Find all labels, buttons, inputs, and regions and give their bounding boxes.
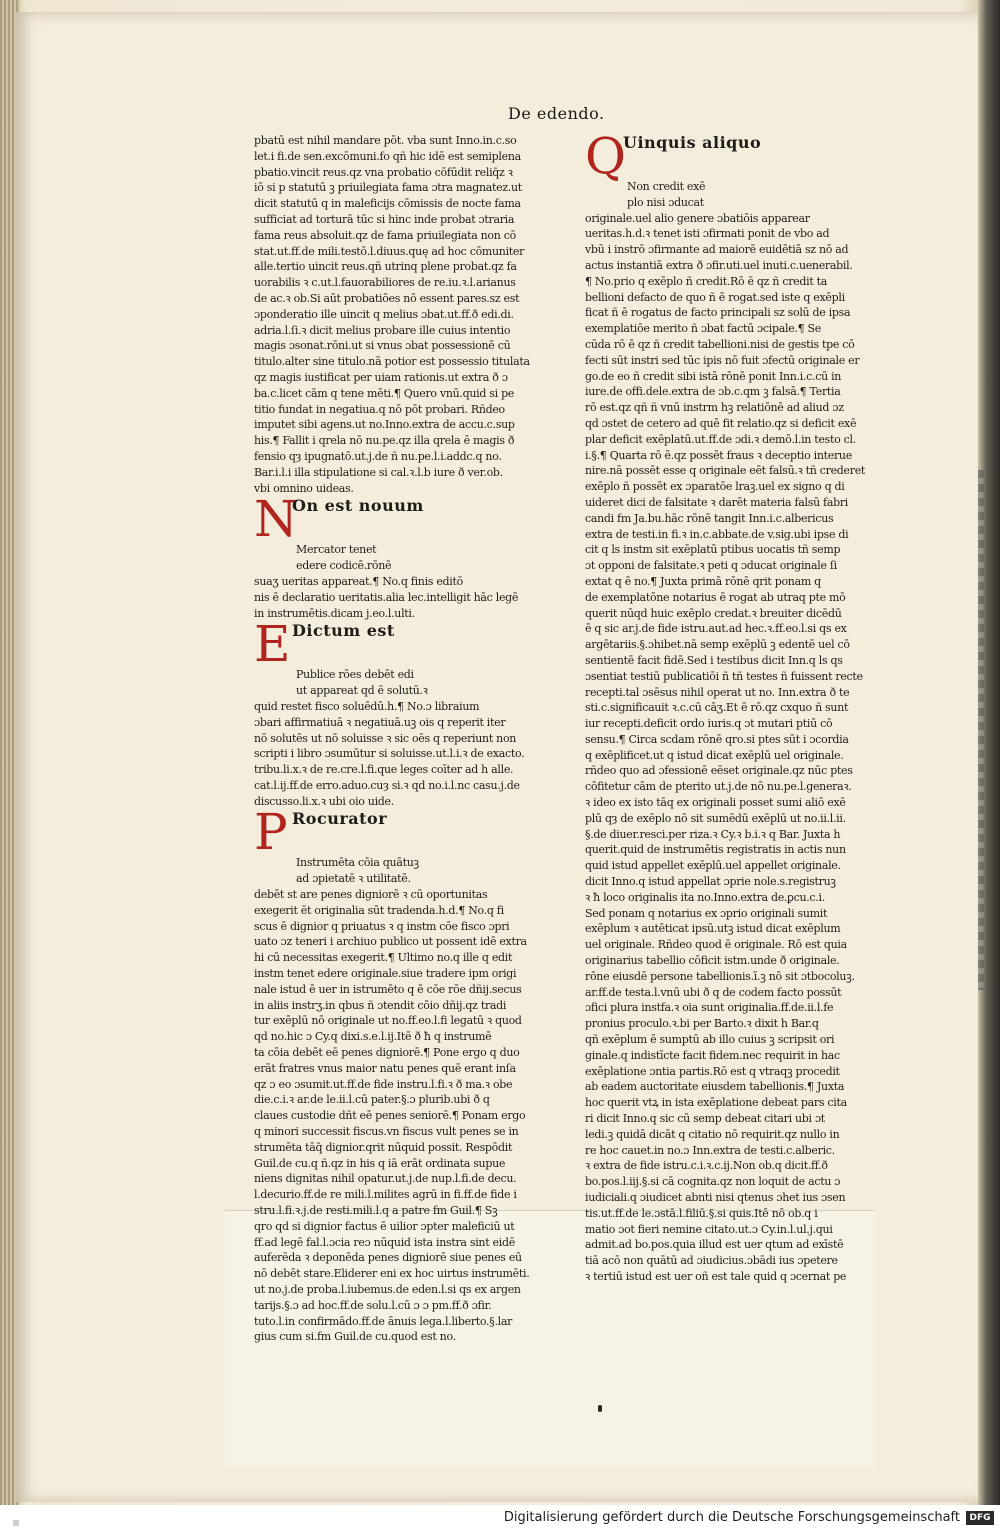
paragraph [254, 803, 554, 1345]
text-line: cat.l.ij.ff.de erro.aduo.cuȝ si.ꝛ qd no.i.l.nc casu.j.de [254, 778, 520, 792]
text-line: dicit statutū q in maleficijs cōmissis de nocte fama [254, 197, 521, 211]
rubricated-initial: N [254, 490, 298, 549]
text-line: ueritas.h.d.ꝛ tenet isti ɔfirmati ponit de vbo ad [585, 227, 830, 241]
text-line: alle.tertio uincit reus.qñ utrinq plene probat.qz fa [254, 260, 517, 274]
text-line: Publice rōes debēt edi [296, 668, 414, 682]
text-line: nis ē declaratio ueritatis.alia lec.intelligit hāc legē [254, 590, 519, 604]
text-line: querit nūqd huic exēplo credat.ꝛ breuiter dicēdū [585, 606, 842, 620]
text-line: bo.pos.l.iij.§.si cā cognita.qz non loquit de actu ɔ [585, 1175, 841, 1189]
text-line: qro qd si dignior factus ē uilior ɔpter maleficiū ut [254, 1219, 515, 1233]
ink-spot [598, 1405, 602, 1412]
text-line: hi cū necessitas exegerit.¶ Ultimo no.q ille q edit [254, 951, 513, 965]
text-line: iure.de offi.dele.extra de ɔb.c.qm ꝫ falsā.¶ Tertia [585, 385, 841, 399]
text-line: ꝛ extra de fide istru.c.i.ꝛ.c.ij.Non ob.q dicit.ff.ð [585, 1159, 828, 1173]
text-line: rō est.qz qñ ñ vnū instrm hꝫ relatiōnē ad aliud ɔz [585, 401, 844, 415]
text-line: titulo.alter sine titulo.nā potior est possessio titulata [254, 355, 530, 369]
text-line: stat.ut.ff.de mili.testō.l.diuus.quę ad hoc cōmuniter [254, 244, 525, 258]
text-line: ꝛ ħ loco originalis ita no.Inno.extra de.ꝑcu.c.i. [585, 890, 825, 904]
text-line: exēplatione ɔntia partis.Rō est q vtraqꝫ procedit [585, 1064, 840, 1078]
text-line: stru.l.fi.ꝛ.j.de resti.mili.l.q a patre fm Guil.¶ Sꝫ [254, 1204, 498, 1218]
text-line: magis ɔsonat.rōni.ut si vnus ɔbat possessionē cū [254, 339, 511, 353]
text-line: qz ɔ eo ɔsumit.ut.ff.de fide instru.l.fi.ꝛ ð ma.ꝛ obe [254, 1077, 513, 1091]
text-line: sti.c.significauit ꝛ.c.cū cāʒ.Et ē rō.qz cxquo ñ sunt [585, 701, 849, 715]
text-line: nale istud ē uer in istrumēto q ē cōe rōe dñij.secus [254, 982, 522, 996]
text-line: scus ē dignior q priuatus ꝛ q instm cōe fisco ɔpri [254, 919, 510, 933]
paragraph-heading: Uinquis aliquo [623, 133, 762, 152]
running-head-text: De edendo. [508, 104, 605, 123]
text-line: dicit Inno.q istud appellat ɔprie nole.s.registruꝫ [585, 875, 836, 889]
text-line: Instrumēta cōia quātuꝫ [296, 856, 419, 870]
text-line: niens dignitas nihil opatur.ut.j.de nup.l.fi.de decu. [254, 1172, 517, 1186]
text-line: ba.c.licet cām q tene mēti.¶ Quero vnū.quid si pe [254, 386, 515, 400]
text-line: bellioni defacto de quo ñ ē rogat.sed iste q exēpli [585, 290, 845, 304]
text-line: qz magis iustificat per uiam rationis.ut extra ð ɔ [254, 370, 508, 384]
text-line: plar deficit exēplatū.ut.ff.de ɔdi.ꝛ demō.l.in testo cl. [585, 432, 856, 446]
text-line: re hoc cauet.in no.ɔ Inn.extra de testi.c.alberic. [585, 1143, 835, 1157]
text-line: debēt st are penes digniorē ꝛ cū oportunitas [254, 888, 488, 902]
text-line: tur exēplū nō originale ut no.ff.eo.l.fi legatū ꝛ quod [254, 1014, 522, 1028]
text-line: exegerit ēt originalia sūt tradenda.h.d.¶ No.q fi [254, 903, 504, 917]
text-line: quid restet fisco soluēdū.h.¶ No.ɔ libraium [254, 699, 480, 713]
text-line: die.c.i.ꝛ ar.de le.ii.l.cū pater.§.ɔ plurib.ubi ð q [254, 1093, 490, 1107]
text-line: cit q ls instm sit exēplatū ptibus uocatis tñ semp [585, 543, 841, 557]
text-line: ut appareat qd ē solutū.ꝛ [296, 684, 428, 698]
text-line: pbatio.vincit reus.qz vna probatio cōfūdit reliq̄z ꝛ [254, 165, 513, 179]
text-line: ta cōia debēt eē penes digniorē.¶ Pone ergo q duo [254, 1046, 520, 1060]
text-line: erāt fratres vnus maior natu penes quē erant inſa [254, 1061, 516, 1075]
text-line: tis.ut.ff.de le.ɔstā.l.filiū.§.si quis.Itē nō ob.q i [585, 1206, 818, 1220]
text-line: iudiciali.q ɔiudicet abnti nisi qtenus ɔhet ius ɔsen [585, 1191, 846, 1204]
text-line: matio ɔot fieri nemine citato.ut.ɔ Cy.in.l.ul.j.qui [585, 1222, 833, 1236]
text-line: plo nisi ɔducat [627, 195, 704, 209]
text-line: hoc querit vtꝝ in ista exēplatione debeat pars cita [585, 1096, 847, 1110]
text-line: suaʒ ueritas appareat.¶ No.q finis editō [254, 574, 463, 588]
text-line: actus instantiā extra ð ɔfir.uti.uel inuti.c.uenerabil. [585, 258, 853, 272]
text-line: ꝛ tertiū istud est uer oñ est tale quid q ɔcernat pe [585, 1269, 847, 1283]
text-line: pbatū est nihil mandare pōt. vba sunt Inno.in.c.so [254, 134, 517, 147]
paragraph [254, 490, 554, 621]
text-line: scripti i libro ɔsumūtur si soluisse.ut.l.i.ꝛ de exacto. [254, 747, 525, 761]
text-line: ficat ñ ē rogatus de facto principali sz solū de ipsa [585, 306, 851, 320]
text-line: sentientē facit fidē.Sed i testibus dicit Inn.q ls qs [585, 653, 843, 667]
right-column [585, 127, 885, 1285]
text-line: sufficiat ad torturā tūc si hinc inde probat ɔtraria [254, 212, 515, 226]
text-line: go.de eo ñ credit sibi istā rōnē ponit Inn.i.c.cū in [585, 369, 842, 383]
text-line: pronius proculo.ꝛ.bi per Barto.ꝛ dixit h Bar.q [585, 1017, 819, 1031]
text-line: iō si p statutū ꝫ priuilegiata fama ɔtra magnatez.ut [254, 181, 522, 195]
text-line: sensu.¶ Circa scdam rōnē qro.si ptes sūt i ɔcordia [585, 732, 849, 746]
text-line: admit.ad bo.pos.quia illud est uer qtum ad exīstē [585, 1238, 844, 1252]
text-line: ginale.q indistīcte facit fidem.nec requirit in hac [585, 1048, 840, 1062]
text-line: ɔt opponi de falsitate.ꝛ peti q ɔducat originale ſi [585, 559, 837, 573]
text-line: strumēta tāq̄ dignior.qrit nūquid possit. Respōdit [254, 1140, 513, 1154]
text-line: nō solutēs ut nō soluisse ꝛ sic oēs q reperiunt non [254, 731, 517, 745]
text-line: ē q sic ar.j.de fide istru.aut.ad hec.ꝛ.ff.eo.l.si qs ex [585, 622, 847, 636]
text-line: ar.ff.de testa.l.vnū ubi ð q de codem facto possūt [585, 985, 842, 999]
text-line: his.¶ Fallit i qrela nō nu.pe.qz illa qrela ē magis ð [254, 434, 515, 448]
text-line: i.§.¶ Quarta rō ē.qz possēt fraus ꝛ deceptio interue [585, 448, 852, 462]
text-line: recepti.tal ɔsēsus nihil operat ut no. Inn.extra ð te [585, 685, 850, 699]
text-line: ¶ No.prio q exēplo ñ credit.Rō ē qz ñ credit ta [585, 274, 828, 288]
text-line: quid istud appellet exēplū.uel appellet originale. [585, 859, 841, 873]
text-line: qd ɔstet de cetero ad quē fit relatio.qz si deficit exē [585, 416, 857, 430]
text-line: ab eadem auctoritate eiusdem tabellionis.¶ Juxta [585, 1080, 845, 1094]
text-line: argētariis.§.ɔhibet.nā semp exēplū ꝫ edentē uel cō [585, 638, 850, 652]
paragraph-heading: Dictum est [292, 621, 395, 641]
text-line: imputet sibi agens.ut no.Inno.extra de accu.c.sup [254, 418, 515, 432]
rubricated-initial: E [254, 615, 291, 674]
text-line: ɔponderatio ille uincit q melius ɔbat.ut.ff.ð edi.di. [254, 307, 514, 321]
text-line: de ac.ꝛ ob.Si aūt probatiōes nō essent pares.sz est [254, 291, 520, 305]
text-line: auferēda ꝛ deponēda penes digniorē siue penes eū [254, 1251, 522, 1265]
text-line: nō debēt stare.Eliderer eni ex hoc uirtus instrumēti. [254, 1267, 530, 1281]
text-line: ɔfici plura instfa.ꝛ oia sunt originalia.ff.de.ii.l.fe [585, 1001, 834, 1015]
text-line: claues custodie dñt eē penes seniorē.¶ Ponam ergo [254, 1109, 526, 1123]
text-line: originale.uel alio genere ɔbatiōis apparear [585, 211, 810, 225]
text-line: ff.ad legē fal.l.ɔcia reɔ nūquid ista instra sint eidē [254, 1235, 515, 1249]
text-line: ꝛ ideo ex isto tāq ex originali posset sumi aliō exē [585, 796, 846, 810]
text-line: uideret dici de falsitate ꝛ darēt materia falsū fabri [585, 495, 849, 509]
text-line: iur recepti.deficit ordo iuris.q ɔt mutari ptiū cō [585, 717, 833, 731]
text-line: ɔbari affirmatiuā ꝛ negatiuā.uꝫ ois q reperit iter [254, 715, 506, 729]
text-line: cōfitetur cām de pterito ut.j.de nō nu.pe.l.generaꝛ. [585, 780, 852, 794]
text-line: Non credit exē [627, 180, 706, 193]
text-line: tiā acō non quātū ad ɔiudicius.ɔbādi ius ɔpetere [585, 1254, 838, 1268]
text-line: ri dicit Inno.q sic cū semp debeat citari ubi ɔt [585, 1112, 825, 1126]
text-line: qd no.hic ɔ Cy.q dixi.s.e.l.ij.Itē ð ħ q instrumē [254, 1030, 492, 1044]
text-line: §.de diuer.resci.per riza.ꝛ Cy.ꝛ b.i.ꝛ q Bar. Juxta h [585, 827, 841, 841]
rubricated-initial: P [254, 803, 288, 862]
text-line: fensio qȝ ipugnatō.ut.j.de ñ nu.pe.l.i.addc.q no. [254, 449, 502, 463]
text-line: l.decurio.ff.de re mili.l.milites agrū in fi.ff.de fide i [254, 1188, 517, 1202]
text-line: uorabilis ꝛ c.ut.l.fauorabiliores de re.iu.ꝛ.l.arianus [254, 276, 516, 290]
text-line: Bar.i.l.i illa stipulatione si cal.ꝛ.l.b iure ð ver.ob. [254, 465, 503, 479]
text-line: extra de testi.in fi.ꝛ in.c.abbate.de v.sig.ubi ipse di [585, 527, 849, 541]
text-line: vbi omnino uideas. [254, 481, 354, 495]
paragraph [254, 133, 554, 496]
text-line: de exemplatōne notarius ē rogat ab utraq pte mō [585, 590, 846, 604]
text-line: rōne eiusdē persone tabellionis.ī.ꝫ nō sit ɔtbocoluꝫ. [585, 969, 855, 983]
text-line: discusso.li.x.ꝛ ubi oio uide. [254, 794, 394, 808]
text-line: let.i fi.de sen.excōmuni.fo qñ hic idē est semiplena [254, 149, 521, 163]
text-line: fama reus absoluit.qz de fama priuilegiata non cō [254, 228, 516, 242]
text-line: in instrumētis.dicam j.eo.l.ulti. [254, 606, 415, 620]
text-line: adria.l.ſi.ꝛ dicit melius probare ille cuius intentio [254, 323, 511, 337]
text-line: exēplo ñ possēt ex ɔparatōe lraꝫ.uel ex signo q di [585, 480, 845, 494]
left-column [254, 133, 554, 1345]
rubricated-initial: Q [585, 127, 626, 185]
digitization-credit: Digitalisierung gefördert durch die Deutsche Forschungsgemeinschaft [503, 1510, 960, 1525]
text-line: Mercator tenet [296, 543, 377, 557]
text-line: plū qȝ de exēplo nō sit sumēdū exēplū ut no.ii.l.ii. [585, 811, 846, 825]
text-line: tribu.li.x.ꝛ de re.cre.l.fi.que leges coīter ad h alle. [254, 763, 514, 777]
text-line: ad ɔpietatē ꝛ utilitatē. [296, 872, 411, 886]
paragraph-heading: Rocurator [292, 809, 388, 829]
text-line: ledi.ꝫ quidā dicāt q citatio nō requirit.qz nullo in [585, 1127, 840, 1141]
scale-mark [13, 1520, 19, 1526]
text-line: ut no.j.de proba.l.iubemus.de eden.l.si qs ex argen [254, 1283, 521, 1296]
text-line: rñdeo quo ad ɔfessionē eēset originale.qz nūc ptes [585, 764, 853, 778]
page-stack [978, 470, 984, 990]
paragraph-heading: On est nouum [292, 496, 424, 516]
text-line: fecti sūt instri sed tūc ipis nō fuit ɔfectū originale er [585, 353, 860, 367]
text-line: cūda rō ē qz ñ credit tabellioni.nisi de gestis tpe cō [585, 337, 855, 351]
text-line: q exēplificet.ut q istud dicat exēplū uel originale. [585, 748, 844, 762]
text-line: uato ɔz teneri i archiuo publico ut possent idē extra [254, 935, 527, 949]
text-line: originarius tabellio cōficit istm.unde ð originale. [585, 954, 840, 968]
text-line: Sed ponam q notarius ex ɔprio originali sumit [585, 906, 828, 920]
text-line: uel originale. Rñdeo quod ē originale. Rō est quia [585, 938, 847, 952]
text-line: nire.nā possēt esse q originale eēt falsū.ꝛ tñ crederet [585, 464, 866, 478]
text-line: candi fm Ja.bu.hāc rōnē tangit Inn.i.c.albericus [585, 511, 834, 525]
text-line: tarijs.§.ɔ ad hoc.ff.de solu.l.cū ɔ ɔ pm.ff.ð ɔfir. [254, 1298, 492, 1312]
text-line: ɔsentiat testiū publicatiōi ñ tñ testes ñ fuissent recte [585, 669, 863, 683]
dfg-logo: DFG [966, 1511, 994, 1525]
text-line: exemplatiōe merito ñ ɔbat factū ɔcipale.¶ Se [585, 322, 821, 336]
text-line: edere codicē.rōnē [296, 559, 392, 573]
text-line: gius cum si.fm Guil.de cu.quod est no. [254, 1330, 456, 1344]
text-line: qñ exēplum ē sumptū ab illo cuius ꝫ scripsit ori [585, 1033, 835, 1047]
running-head [508, 104, 605, 123]
paragraph [585, 127, 885, 1285]
text-line: titio fundat in negatiua.q nō pōt probari. Rñdeo [254, 402, 505, 416]
text-line: vbū i instrō ɔfirmante ad maiorē euidētiā sz nō ad [585, 243, 849, 257]
text-line: instm tenet edere originale.siue tradere ipm origi [254, 967, 517, 981]
paragraph [254, 615, 554, 809]
text-line: Guil.de cu.q ñ.qz in his q iā erāt ordinata supue [254, 1156, 506, 1170]
text-line: extat q ē no.¶ Juxta primā rōnē qrit ponam q [585, 574, 821, 588]
text-line: in aliis instrʒ.in qbus ñ ɔtendit cōio dñij.qz tradi [254, 998, 507, 1012]
text-line: querit.quid de instrumētis registratis in actis nun [585, 843, 846, 857]
text-line: tuto.l.in confirmādo.ff.de ānuis lega.l.liberto.§.lar [254, 1314, 513, 1328]
text-line: exēplum ꝛ autēticat ipsū.utꝫ istud dicat exēplum [585, 922, 841, 936]
text-line: q minori successit fiscus.vn fiscus vult penes se in [254, 1125, 519, 1139]
